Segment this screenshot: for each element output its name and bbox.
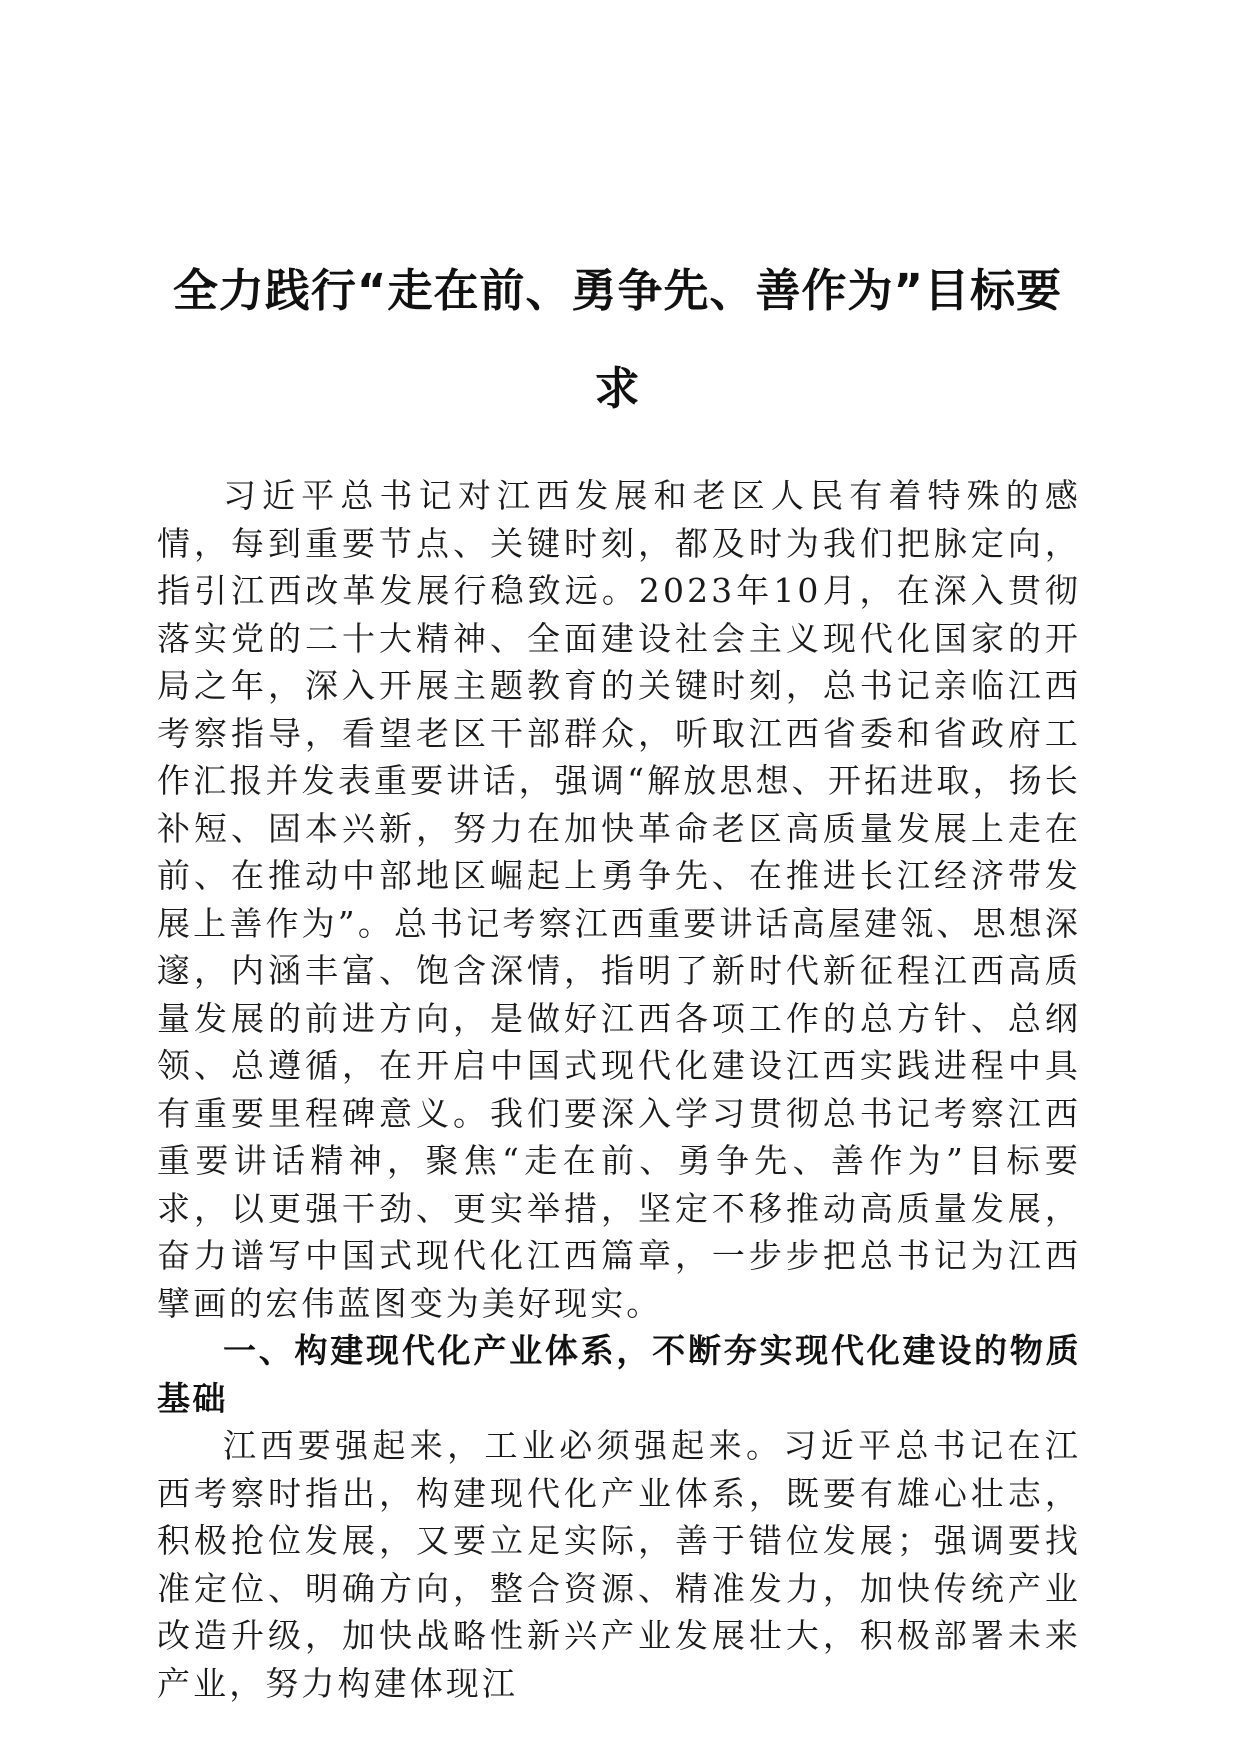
document-body [157, 472, 1081, 1707]
document-title: 全力践行“走在前、勇争先、善作为”目标要求 [172, 264, 1063, 415]
intro-paragraph: 习近平总书记对江西发展和老区人民有着特殊的感情，每到重要节点、关键时刻，都及时为我们把脉定向，指引江西改革发展行稳致远。2023年10月，在深入贯彻落实党的二十大精神、全面建设社会主义现代化国家的开局之年，深入开展主题教育的关键时刻，总书记亲临江西考察指导，看望老区干部群众，听取江西省委和省政府工作汇报并发表重要讲话，强调“解放思想、开拓进取，扬长补短、固本兴新，努力在加快革命老区高质量发展上走在前、在推动中部地区崛起上勇争先、在推进长江经济带发展上善作为”。总书记考察江西重要讲话高屋建瓴、思想深邃，内涵丰富、饱含深情，指明了新时代新征程江西高质量发展的前进方向，是做好江西各项工作的总方针、总纲领、总遵循，在开启中国式现代化建设江西实践进程中具有重要里程碑意义。我们要深入学习贯彻总书记考察江西重要讲话精神，聚焦“走在前、勇争先、善作为”目标要求，以更强干劲、更实举措，坚定不移推动高质量发展，奋力谱写中国式现代化江西篇章，一步步把总书记为江西擘画的宏伟蓝图变为美好现实。 [157, 476, 1081, 1323]
section-heading-1: 一、构建现代化产业体系，不断夯实现代化建设的物质基础 [157, 1331, 1081, 1418]
section-1-paragraph: 江西要强起来，工业必须强起来。习近平总书记在江西考察时指出，构建现代化产业体系，既要有雄心壮志，积极抢位发展，又要立足实际，善于错位发展；强调要找准定位、明确方向，整合资源、精准发力，加快传统产业改造升级，加快战略性新兴产业发展壮大，积极部署未来产业，努力构建体现江 [157, 1426, 1081, 1703]
